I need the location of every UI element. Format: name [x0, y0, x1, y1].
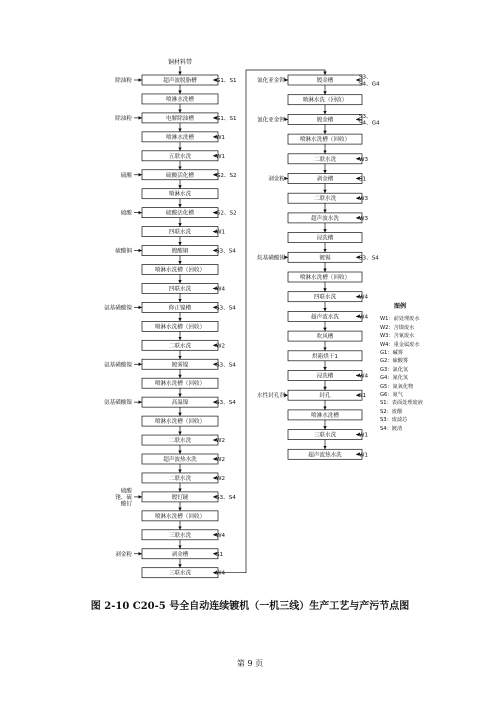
left-step-output-label: W1	[216, 229, 226, 236]
left-step-output-label: W4	[216, 532, 226, 539]
left-step-box-label: 五联水洗	[168, 153, 192, 160]
left-step-box-label: 喷淋水洗槽	[166, 96, 194, 103]
left-step-output-label: G2、S2	[216, 172, 237, 179]
legend-item: W3：含氰废水	[380, 333, 415, 340]
left-step-box-label: 硫酸活化槽	[166, 172, 194, 179]
legend-item: G2：硫酸雾	[380, 358, 409, 365]
left-step-box-label: 镀酸铜	[171, 248, 189, 255]
left-step-box-label: 硫酸活化槽	[166, 210, 194, 217]
right-step-output-label: W4	[359, 294, 369, 301]
left-step-input-label: 硫酸	[120, 210, 132, 217]
legend-items	[380, 315, 423, 433]
left-step-box-label: 修正镍槽	[168, 305, 192, 312]
right-step-box-label: 喷淋水洗槽	[311, 412, 339, 419]
legend-item: S4：镀渣	[380, 425, 403, 432]
right-step-box-label: 镀金槽	[316, 117, 334, 124]
right-step-box-label: 吹风槽	[316, 334, 334, 341]
right-step-box-label: 浸洗槽	[316, 235, 334, 242]
right-step-box-label: 四联水洗	[313, 294, 337, 301]
left-step-output-label: S3、S4	[216, 362, 236, 369]
left-step-box-label: 喷淋水洗槽	[166, 134, 194, 141]
right-step-box-label: 镀锡	[319, 255, 331, 262]
right-step-box-label: 超声波水洗	[311, 215, 339, 222]
left-step-box-label: 喷淋水洗	[168, 191, 192, 198]
legend-item: W4：重金属废水	[380, 341, 420, 348]
left-step-box-label: 四联水洗	[168, 286, 192, 293]
left-step-input-label: 除油粉	[115, 78, 132, 84]
legend	[380, 303, 423, 433]
legend-item: G6：氨气	[380, 392, 403, 399]
left-step-box-label: 喷淋水洗槽（回收）	[154, 267, 206, 274]
right-step-output-label: W3	[359, 215, 369, 222]
left-step-box-label: 喷淋水洗槽（回收）	[154, 324, 206, 331]
right-step-input-label: 氰化亚金钾	[257, 78, 285, 84]
left-step-box-label: 喷淋水洗槽（回收）	[154, 419, 206, 426]
left-step-input-label: 硫酸铜	[115, 248, 132, 255]
left-step-input-label: 氨基磺酸镍	[104, 305, 132, 312]
flow-steps	[104, 66, 380, 578]
left-step-input-label: 剥金粉	[115, 551, 132, 558]
legend-item: S2：废酸	[380, 408, 403, 415]
left-step-box-label: 三联水洗	[168, 570, 192, 577]
right-step-output-label: W1	[359, 432, 369, 439]
left-step-box-label: 喷淋水洗槽（回收）	[154, 381, 206, 388]
left-step-input-label: 除油粉	[115, 115, 132, 122]
legend-item: W1：前处理废水	[380, 316, 420, 323]
left-step-output-label: W2	[216, 343, 226, 350]
right-step-output-label: S1	[359, 176, 367, 183]
left-step-box-label: 二联水洗	[168, 475, 192, 482]
figure-caption: 图 2-10 C20-5 号全自动连续镀机（一机三线）生产工艺与产污节点图	[90, 601, 410, 612]
right-step-box-label: 镀金槽	[316, 78, 334, 84]
right-step-output-label: W4	[359, 373, 369, 380]
left-step-box-label: 剥金槽	[171, 551, 189, 558]
right-step-input-label: 氰化亚金钾	[257, 117, 285, 124]
left-step-input-label: 硫酸铑、硫酸钌	[115, 488, 132, 508]
right-step-output-label: W4	[359, 314, 369, 321]
left-step-output-label: G1、S1	[216, 115, 237, 122]
left-step-output-label: W2	[216, 438, 226, 445]
page-number: 第 9 页	[236, 659, 264, 668]
legend-item: S3：废滤芯	[380, 417, 408, 424]
right-step-output-label: S1	[359, 393, 367, 400]
left-step-box-label: 镀钌鐽	[171, 494, 189, 501]
legend-item: W2：含镍废水	[380, 324, 415, 331]
right-step-box-label: 烘箱烘干1	[312, 353, 338, 360]
legend-item: G5：氮氧化物	[380, 383, 414, 390]
left-step-output-label: G2、S2	[216, 210, 237, 217]
left-step-output-label: W1	[216, 153, 226, 160]
right-step-output-label: S3、 S4、G4	[359, 114, 380, 127]
left-step-output-label: W2	[216, 457, 226, 463]
left-step-box-label: 超声波热水洗	[163, 457, 197, 463]
right-step-box-label: 超声波水洗	[311, 314, 339, 321]
right-step-input-label: 烷基磺酸锡	[257, 255, 285, 262]
left-step-input-label: 氨基磺酸镍	[104, 362, 132, 369]
right-step-box-label: 剥金槽	[316, 176, 334, 183]
start-label: 铜材料带	[167, 59, 193, 66]
left-step-input-label: 硫酸	[120, 172, 132, 179]
left-step-output-label: G1、S1	[216, 78, 237, 84]
left-step-output-label: W4	[216, 570, 226, 577]
right-step-box-label: 喷淋水洗（回收）	[302, 97, 348, 104]
left-step-output-label: S3、S4	[216, 494, 236, 501]
left-step-box-label: 电解除油槽	[166, 115, 194, 122]
right-step-output-label: W1	[359, 452, 369, 459]
legend-item: G1：碱雾	[380, 350, 403, 357]
left-step-box-label: 高温镍	[171, 400, 189, 407]
left-step-box-label: 二联水洗	[168, 438, 192, 445]
left-step-output-label: S1	[216, 551, 224, 558]
left-step-output-label: W1	[216, 134, 226, 141]
left-step-box-label: 喷淋水洗槽（回收）	[154, 513, 206, 520]
left-step-box-label: 二联水洗	[168, 343, 192, 350]
right-step-box-label: 喷淋水洗槽（回收）	[299, 275, 351, 281]
left-step-input-label: 氨基磺酸镍	[104, 400, 132, 407]
left-step-output-label: S3、S4	[216, 305, 236, 312]
left-step-output-label: W2	[216, 475, 226, 482]
right-step-box-label: 浸洗槽	[316, 373, 334, 380]
right-step-output-label: W3	[359, 196, 369, 203]
legend-item: G3：氯化氢	[380, 366, 409, 373]
right-step-box-label: 二联水洗	[313, 156, 337, 163]
right-step-box-label: 三联水洗	[313, 432, 337, 439]
left-step-box-label: 超声波脱脂槽	[163, 78, 197, 84]
legend-item: S1：表面处理废液	[380, 400, 423, 407]
right-step-output-label: S3、S4	[359, 255, 379, 262]
left-step-box-label: 三联水洗	[168, 532, 192, 539]
right-step-output-label: W3	[359, 156, 369, 163]
left-step-box-label: 镀雾镍	[171, 362, 189, 369]
right-step-output-label: S3、 S4、G4	[359, 74, 380, 88]
right-step-box-label: 封孔	[319, 393, 331, 400]
right-step-input-label: 剥金粉	[268, 176, 285, 183]
right-step-box-label: 二联水洗	[313, 196, 337, 203]
right-step-input-label: 水性封孔剂	[257, 393, 285, 400]
legend-item: G4：氰化氢	[380, 375, 409, 382]
left-step-box-label: 四联水洗	[168, 229, 192, 236]
left-step-output-label: S3、S4	[216, 400, 236, 407]
left-step-output-label: S3、S4	[216, 248, 236, 255]
right-step-box-label: 喷淋水洗槽（回收）	[299, 137, 351, 144]
legend-title: 图例	[394, 303, 407, 310]
right-step-box-label: 超声波热水洗	[308, 452, 342, 459]
left-step-output-label: W4	[216, 286, 226, 293]
